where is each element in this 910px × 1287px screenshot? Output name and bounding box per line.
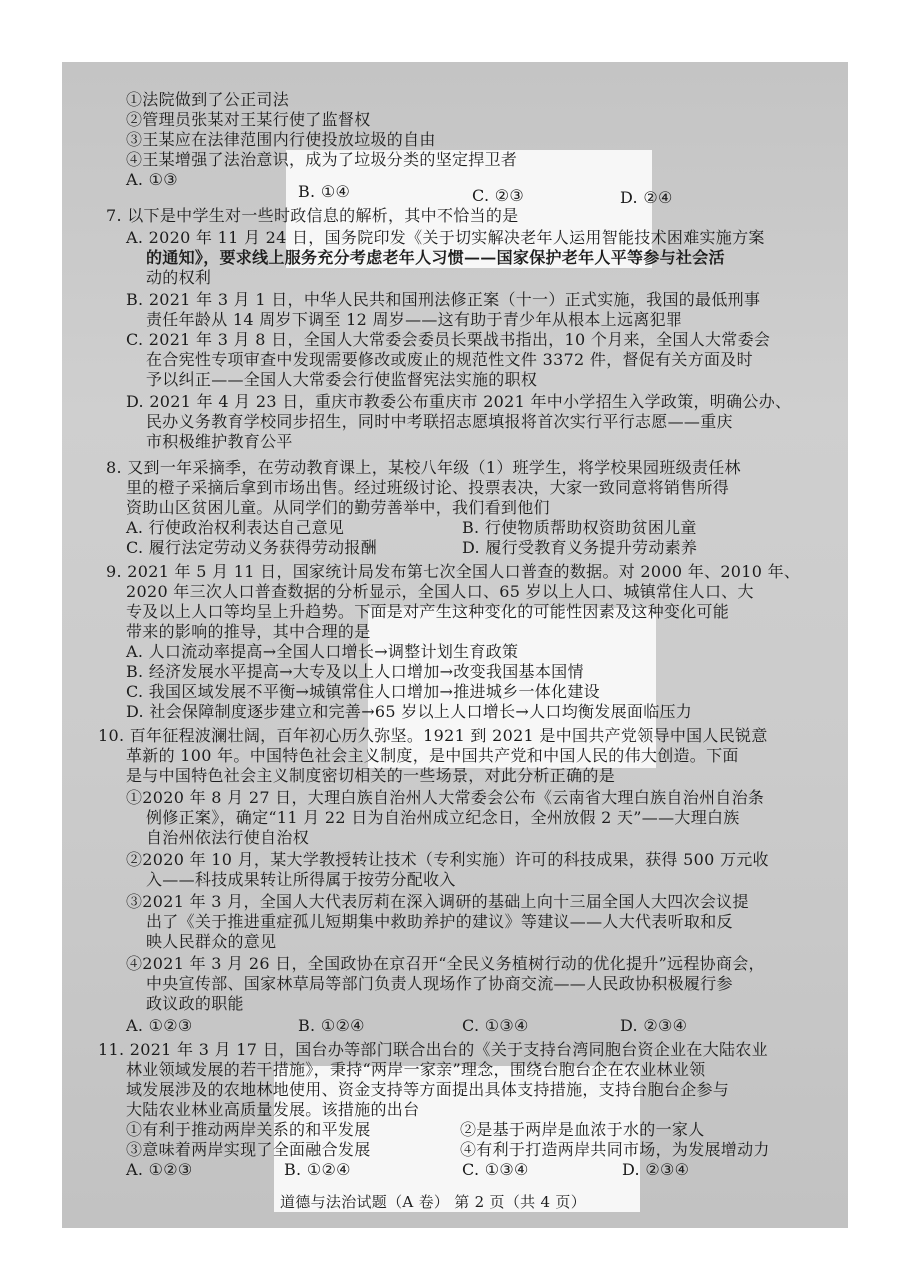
q6-option-a: A. ①③ xyxy=(126,170,178,189)
q7-stem: 7. 以下是中学生对一些时政信息的解析，其中不恰当的是 xyxy=(106,206,519,225)
q11-stem-line: 域发展涉及的农地林地使用、资金支持等方面提出具体支持措施，支持台胞台企参与 xyxy=(126,1080,730,1099)
q6-option-d: D. ②④ xyxy=(620,188,673,207)
q9-option-a: A. 人口流动率提高→全国人口增长→调整计划生育政策 xyxy=(126,642,519,661)
q10-item-3-line: 出了《关于推进重症孤儿短期集中救助养护的建议》等建议——人大代表听取和反 xyxy=(146,912,733,931)
q11-option-d: D. ②③④ xyxy=(622,1160,690,1179)
q11-item-2: ②是基于两岸是血浓于水的一家人 xyxy=(460,1120,705,1139)
q6-item-4: ④王某增强了法治意识，成为了垃圾分类的坚定捍卫者 xyxy=(126,150,518,169)
q10-item-3-line: ③2021 年 3 月，全国人大代表厉莉在深入调研的基础上向十三届全国人大四次会议提 xyxy=(126,892,749,911)
q10-option-b: B. ①②④ xyxy=(298,1016,365,1035)
q6-option-b: B. ①④ xyxy=(298,182,351,201)
q9-stem-line: 专及以上人口等均呈上升趋势。下面是对产生这种变化的可能性因素及这种变化可能 xyxy=(126,602,730,621)
q10-item-4-line: 中央宣传部、国家林草局等部门负责人现场作了协商交流——人民政协积极履行参 xyxy=(146,974,733,993)
q10-option-c: C. ①③④ xyxy=(462,1016,529,1035)
q8-option-c: C. 履行法定劳动义务获得劳动报酬 xyxy=(126,538,377,557)
q10-stem-line: 是与中国特色社会主义制度密切相关的一些场景，对此分析正确的是 xyxy=(126,766,616,785)
q8-stem-line: 里的橙子采摘后拿到市场出售。经过班级讨论、投票表决，大家一致同意将销售所得 xyxy=(126,478,730,497)
page-footer: 道德与法治试题（A 卷） 第 2 页（共 4 页） xyxy=(280,1193,587,1211)
q11-stem-line: 大陆农业林业高质量发展。该措施的出台 xyxy=(126,1100,420,1119)
q11-option-b: B. ①②④ xyxy=(284,1160,351,1179)
q11-option-a: A. ①②③ xyxy=(126,1160,193,1179)
q11-option-c: C. ①③④ xyxy=(462,1160,529,1179)
q10-item-1-line: 自治州依法行使自治权 xyxy=(146,828,310,847)
q8-option-d: D. 履行受教育义务提升劳动素养 xyxy=(462,538,698,557)
q11-stem-line: 林业领域发展的若干措施》，秉持“两岸一家亲”理念，围绕台胞台企在农业林业领 xyxy=(126,1060,706,1079)
scanned-page xyxy=(62,62,848,1228)
q11-item-1: ①有利于推动两岸关系的和平发展 xyxy=(126,1120,371,1139)
q7-option-d-line: D. 2021 年 4 月 23 日，重庆市教委公布重庆市 2021 年中小学招生入学政策，明确公办、 xyxy=(126,392,792,411)
q8-stem-line: 资助山区贫困儿童。从同学们的勤劳善举中，我们看到他们 xyxy=(126,498,550,517)
q6-item-3: ③王某应在法律范围内行使投放垃圾的自由 xyxy=(126,130,436,149)
q7-option-c-line: 在合宪性专项审查中发现需要修改或废止的规范性文件 3372 件，督促有关方面及时 xyxy=(146,350,753,369)
q9-stem-line: 带来的影响的推导，其中合理的是 xyxy=(126,622,371,641)
q6-item-2: ②管理员张某对王某行使了监督权 xyxy=(126,110,371,129)
q11-stem-line: 11. 2021 年 3 月 17 日，国台办等部门联合出台的《关于支持台湾同胞台资企业在大陆农业 xyxy=(98,1040,768,1059)
q9-option-b: B. 经济发展水平提高→大专及以上人口增加→改变我国基本国情 xyxy=(126,662,584,681)
q7-option-b-line: B. 2021 年 3 月 1 日，中华人民共和国刑法修正案（十一）正式实施，我国的最低刑事 xyxy=(126,290,761,309)
q10-item-1-line: ①2020 年 8 月 27 日，大理白族自治州人大常委会公布《云南省大理白族自治州自治条 xyxy=(126,788,765,807)
q10-item-2-line: 入——科技成果转让所得属于按劳分配收入 xyxy=(146,870,456,889)
q8-option-b: B. 行使物质帮助权资助贫困儿童 xyxy=(462,518,697,537)
q7-option-b-line: 责任年龄从 14 周岁下调至 12 周岁——这有助于青少年从根本上远离犯罪 xyxy=(146,310,683,329)
q9-option-c: C. 我国区域发展不平衡→城镇常住人口增加→推进城乡一体化建设 xyxy=(126,682,600,701)
q7-option-c-line: 予以纠正——全国人大常委会行使监督宪法实施的职权 xyxy=(146,370,538,389)
q10-option-a: A. ①②③ xyxy=(126,1016,193,1035)
q7-option-d-line: 民办义务教育学校同步招生，同时中考联招志愿填报将首次实行平行志愿——重庆 xyxy=(146,412,733,431)
q7-option-a-line: 的通知》，要求线上服务充分考虑老年人习惯——国家保护老年人平等参与社会活 xyxy=(146,248,725,267)
q9-stem-line: 2020 年三次人口普查数据的分析显示，全国人口、65 岁以上人口、城镇常住人口、大 xyxy=(126,582,754,601)
q10-stem-line: 10. 百年征程波澜壮阔，百年初心历久弥坚。1921 到 2021 是中国共产党领导中国人民锐意 xyxy=(98,726,768,745)
q10-item-3-line: 映人民群众的意见 xyxy=(146,932,277,951)
q7-option-c-line: C. 2021 年 3 月 8 日，全国人大常委会委员长栗战书指出，10 个月来，全国人大常委会 xyxy=(126,330,771,349)
q10-item-4-line: ④2021 年 3 月 26 日，全国政协在京召开“全民义务植树行动的优化提升”远程协商会， xyxy=(126,954,765,973)
q8-option-a: A. 行使政治权利表达自己意见 xyxy=(126,518,345,537)
q7-option-d-line: 市积极维护教育公平 xyxy=(146,432,293,451)
q8-stem-line: 8. 又到一年采摘季，在劳动教育课上，某校八年级（1）班学生，将学校果园班级责任林 xyxy=(106,458,741,477)
q11-item-3: ③意味着两岸实现了全面融合发展 xyxy=(126,1140,371,1159)
q10-item-1-line: 例修正案》，确定“11 月 22 日为自治州成立纪念日，全州放假 2 天”——大理白族 xyxy=(146,808,740,827)
q7-option-a-line: 动的权利 xyxy=(146,268,212,287)
q10-item-4-line: 政议政的职能 xyxy=(146,994,244,1013)
q9-stem-line: 9. 2021 年 5 月 11 日，国家统计局发布第七次全国人口普查的数据。对 2000 年、2010 年、 xyxy=(106,562,801,581)
q7-option-a-line: A. 2020 年 11 月 24 日，国务院印发《关于切实解决老年人运用智能技术困难实施方案 xyxy=(126,228,765,247)
q10-item-2-line: ②2020 年 10 月，某大学教授转让技术（专利实施）许可的科技成果，获得 500 万元收 xyxy=(126,850,769,869)
q11-item-4: ④有利于打造两岸共同市场，为发展增动力 xyxy=(460,1140,770,1159)
q9-option-d: D. 社会保障制度逐步建立和完善→65 岁以上人口增长→人口均衡发展面临压力 xyxy=(126,702,693,721)
q6-item-1: ①法院做到了公正司法 xyxy=(126,90,290,109)
q10-option-d: D. ②③④ xyxy=(620,1016,688,1035)
q6-option-c: C. ②③ xyxy=(472,186,525,205)
q10-stem-line: 革新的 100 年。中国特色社会主义制度，是中国共产党和中国人民的伟大创造。下面 xyxy=(126,746,739,765)
